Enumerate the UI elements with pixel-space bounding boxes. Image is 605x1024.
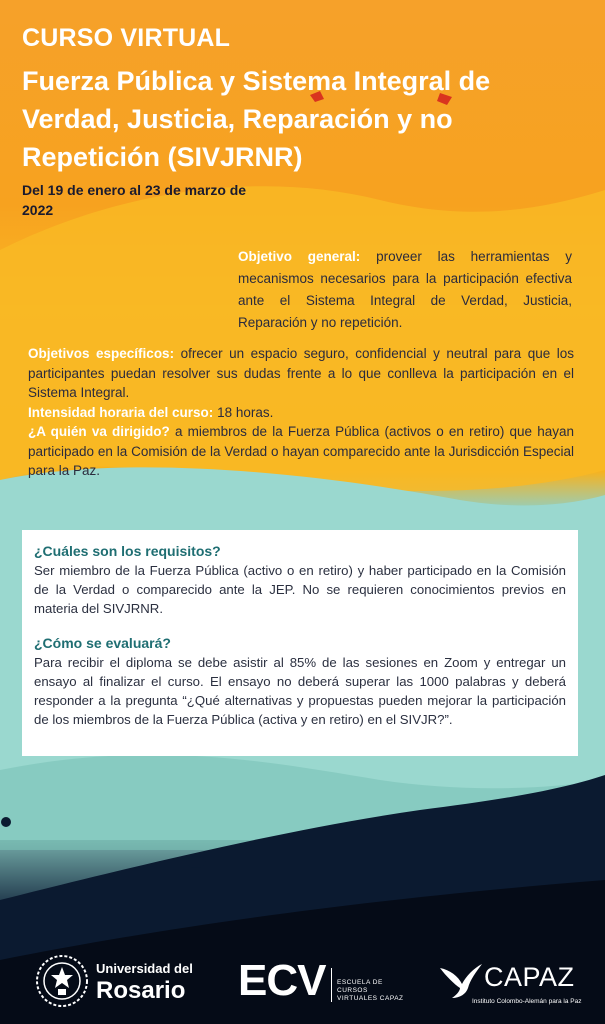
info-box bbox=[22, 530, 578, 756]
specific-objectives-label: Objetivos específicos: bbox=[28, 346, 175, 361]
audience-label: ¿A quién va dirigido? bbox=[28, 424, 170, 439]
requirements-text: Ser miembro de la Fuerza Pública (activo o en retiro) y haber participado en la Comisión de la Verdad o comparecido ante la JEP. No se requieren conocimientos previos en materia del SIVJRNR. bbox=[34, 563, 566, 616]
course-title: Fuerza Pública y Sistema Integral de Verdad, Justicia, Reparación y no Repetición (SIVJRNR) bbox=[22, 66, 491, 172]
capaz-subtitle: Instituto Colombo-Alemán para la Paz bbox=[472, 998, 582, 1005]
course-kicker: CURSO VIRTUAL bbox=[22, 24, 231, 52]
ecv-logo: ECV bbox=[238, 956, 326, 1005]
hours-label: Intensidad horaria del curso: bbox=[28, 404, 214, 420]
rosario-line1: Universidad del bbox=[96, 961, 193, 976]
evaluation-text: Para recibir el diploma se debe asistir al 85% de las sesiones en Zoom y entregar un ensayo al finalizar el curso. El ensayo no deberá superar las 1000 palabras y deberá responder a la pregunta “¿Qué alternativas y propuestas pueden mejorar la participación de los miembros de la Fuerza Pública (activa y en retiro) en el SIVJR?”. bbox=[34, 655, 566, 727]
requirements-heading: ¿Cuáles son los requisitos? bbox=[34, 543, 221, 559]
general-objective-text: proveer las herramientas y mecanismos necesarios para la participación efectiva ante el Sistema Integral de Verdad, Justicia, Reparación y no repetición. bbox=[238, 249, 572, 330]
rosario-logo-text bbox=[96, 960, 193, 1004]
specific-objectives bbox=[28, 344, 574, 481]
hours-text: 18 horas. bbox=[217, 404, 274, 420]
general-objective-label: Objetivo general: bbox=[238, 249, 361, 264]
ecv-divider bbox=[331, 968, 332, 1002]
audience-text: a miembros de la Fuerza Pública (activos o en retiro) que hayan participado en la Comisión de la Verdad o hayan comparecido ante la Jurisdicción Especial para la Paz. bbox=[28, 424, 574, 478]
capaz-logo: CAPAZ bbox=[484, 962, 575, 992]
dove-icon bbox=[438, 960, 484, 1000]
ecv-subtitle: ESCUELA DE CURSOS VIRTUALES CAPAZ bbox=[337, 979, 404, 1002]
specific-objectives-text: ofrecer un espacio seguro, confidencial y neutral para que los participantes puedan resolver sus dudas frente a lo que conlleva la participación en el Sistema Integral. bbox=[28, 346, 574, 400]
rosario-line2: Rosario bbox=[96, 977, 186, 1004]
general-objective bbox=[238, 246, 572, 334]
evaluation-heading: ¿Cómo se evaluará? bbox=[34, 635, 171, 651]
course-dates: Del 19 de enero al 23 de marzo de 2022 bbox=[22, 182, 247, 218]
rosario-seal-icon bbox=[34, 953, 90, 1009]
